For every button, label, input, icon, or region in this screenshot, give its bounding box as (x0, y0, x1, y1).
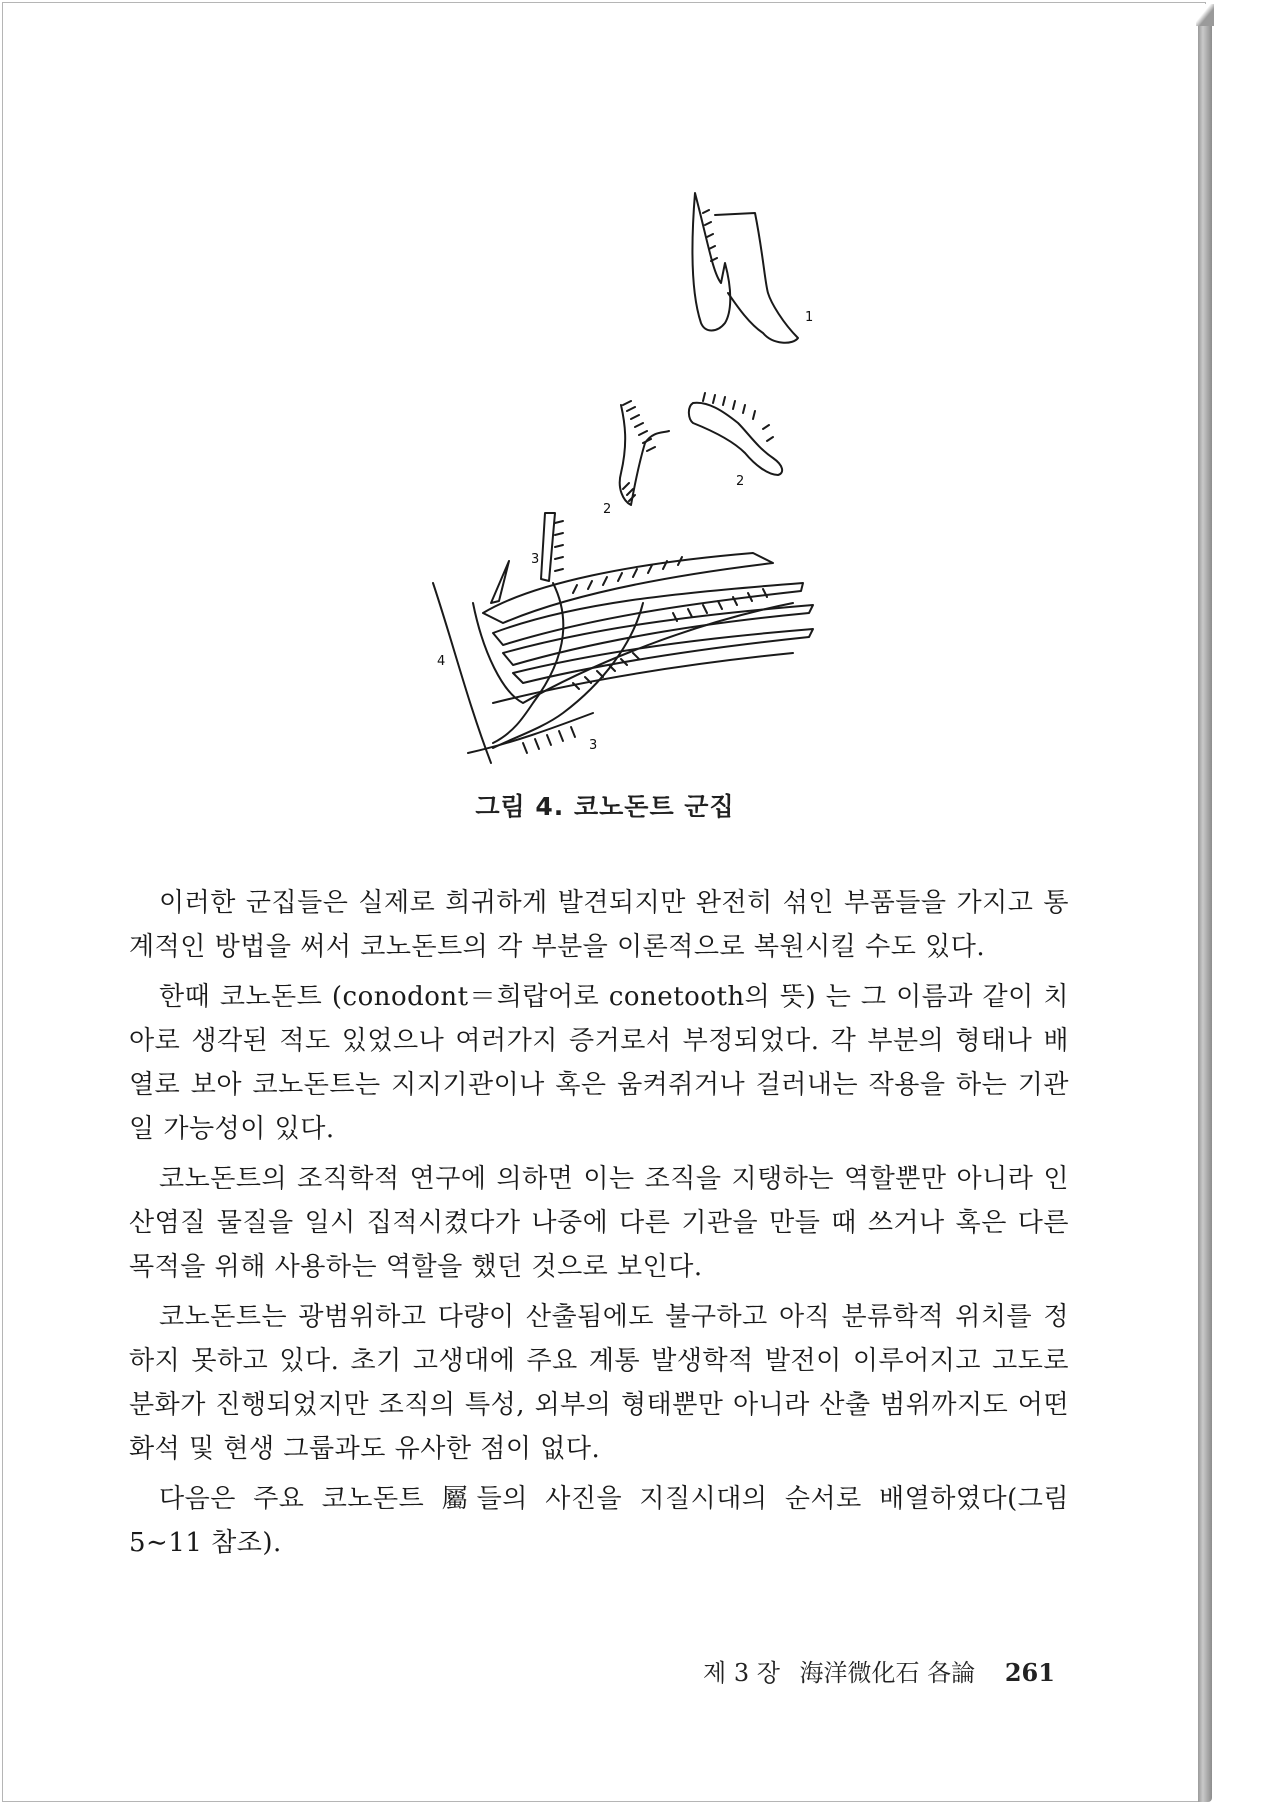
paragraph: 한때 코노돈트 (conodont＝희랍어로 conetooth의 뜻) 는 그 이름과 같이 치아로 생각된 적도 있었으나 여러가지 증거로서 부정되었다. 각 부분의 형태나 배열로 보아 코노돈트는 지지기관이나 혹은 움켜쥐거나 걸러내는 작용을 하는 기관일 가능성이 있다. (129, 982, 1069, 1144)
figure-label-2a: 2 (603, 502, 612, 517)
figure-label-2b: 2 (736, 474, 745, 489)
page-edge-shadow (1198, 6, 1212, 1802)
page-footer (703, 1653, 1063, 1693)
conodont-drawing (373, 183, 833, 783)
chapter-title: 海洋微化石 各論 (799, 1659, 976, 1687)
chapter-label: 제 3 장 (703, 1659, 780, 1687)
paragraph: 이러한 군집들은 실제로 희귀하게 발견되지만 완전히 섞인 부품들을 가지고 통계적인 방법을 써서 코노돈트의 각 부분을 이론적으로 복원시킬 수도 있다. (129, 888, 1069, 962)
book-page (2, 2, 1206, 1802)
conodont-element-bundle (433, 553, 813, 763)
conodont-element-2b (689, 393, 782, 475)
paragraph: 코노돈트는 광범위하고 다량이 산출됨에도 불구하고 아직 분류학적 위치를 정하지 못하고 있다. 초기 고생대에 주요 계통 발생학적 발전이 이루어지고 고도로 분화가 진행되었지만 조직의 특성, 외부의 형태뿐만 아니라 산출 범위까지도 어떤 화석 및 현생 그룹과도 유사한 점이 없다. (129, 1302, 1069, 1464)
figure-label-4: 4 (437, 654, 446, 669)
conodont-element-1 (693, 193, 798, 343)
figure-label-3b: 3 (589, 738, 598, 753)
paragraph: 코노돈트의 조직학적 연구에 의하면 이는 조직을 지탱하는 역할뿐만 아니라 인산염질 물질을 일시 집적시켰다가 나중에 다른 기관을 만들 때 쓰거나 혹은 다른 목적을 위해 사용하는 역할을 했던 것으로 보인다. (129, 1164, 1069, 1282)
conodont-element-3a (541, 513, 563, 581)
conodont-assemblage-figure (373, 183, 833, 783)
conodont-element-2a (620, 401, 669, 505)
figure-label-1: 1 (805, 310, 814, 325)
figure-caption: 그림 4. 코노돈트 군집 (475, 792, 735, 821)
page-number: 261 (1004, 1658, 1055, 1687)
paragraph: 다음은 주요 코노돈트 屬들의 사진을 지질시대의 순서로 배열하였다(그림 5∼11 참조). (129, 1484, 1069, 1558)
figure-label-3a: 3 (531, 552, 540, 567)
conodont-element-small (491, 561, 509, 603)
page-corner (1196, 4, 1214, 26)
body-text (129, 881, 1069, 1571)
